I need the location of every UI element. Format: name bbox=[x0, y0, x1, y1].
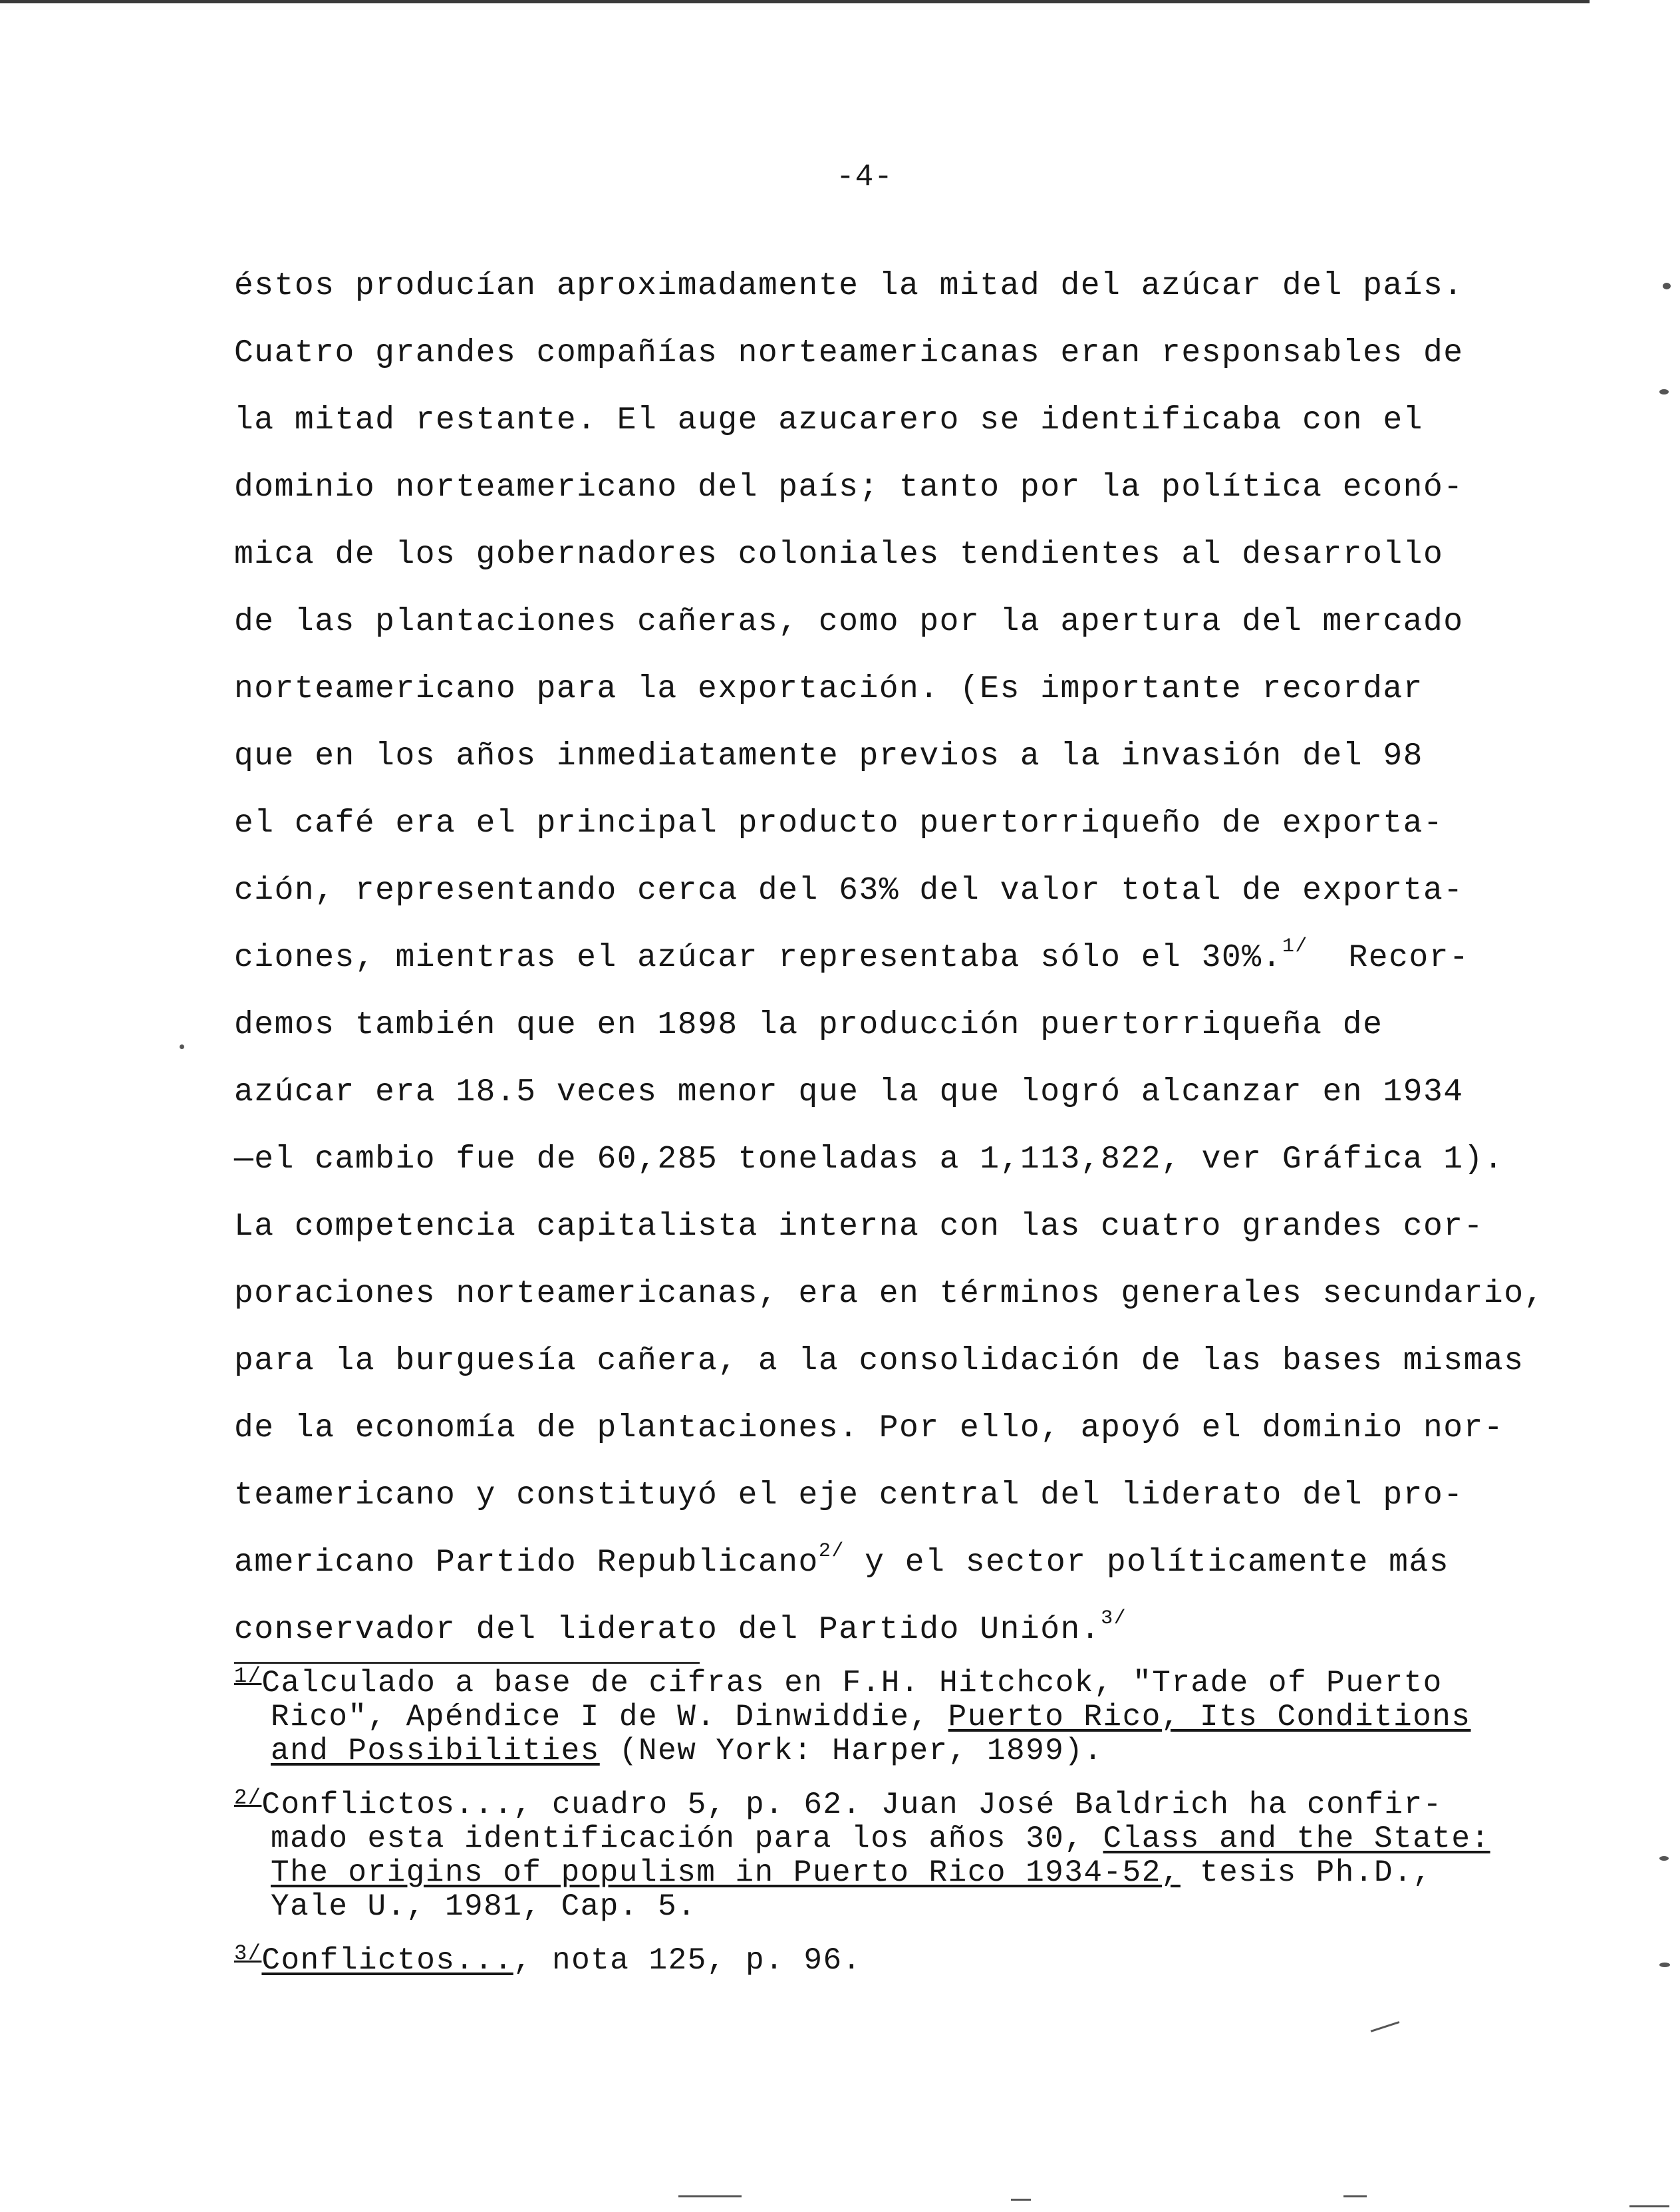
footnote-line bbox=[234, 1822, 1538, 1856]
body-line: de la economía de plantaciones. Por ello, apoyó el dominio nor- bbox=[234, 1410, 1504, 1446]
page-number: -4- bbox=[836, 160, 893, 194]
scan-speck bbox=[1659, 1963, 1670, 1967]
body-line bbox=[234, 925, 1538, 992]
top-rule bbox=[0, 0, 1590, 3]
body-line-text: Recor- bbox=[1308, 940, 1470, 976]
footnote-ref-3: 3/ bbox=[1101, 1607, 1127, 1630]
scan-mark bbox=[1011, 2199, 1031, 2201]
scan-speck bbox=[180, 1044, 184, 1049]
body-line bbox=[234, 1529, 1538, 1597]
footnote-text: , nota 125, p. 96. bbox=[513, 1943, 862, 1978]
footnote-number: 2/ bbox=[234, 1786, 262, 1810]
body-line-text: ciones, mientras el azúcar representaba sólo el 30%. bbox=[234, 940, 1282, 976]
footnote-text: Conflictos..., cuadro 5, p. 62. Juan José Baldrich ha confir- bbox=[261, 1788, 1443, 1822]
footnote-title: Class and the State: bbox=[1103, 1821, 1490, 1856]
body-line: éstos producían aproximadamente la mitad del azúcar del país. bbox=[234, 268, 1464, 304]
footnote-text: mado esta identificación para los años 30, bbox=[271, 1821, 1103, 1856]
body-line: el café era el principal producto puertorriqueño de exporta- bbox=[234, 806, 1444, 842]
body-text bbox=[234, 253, 1544, 1664]
footnote-line bbox=[234, 1788, 1538, 1822]
body-line: que en los años inmediatamente previos a la invasión del 98 bbox=[234, 738, 1423, 774]
footnote-text: (New York: Harper, 1899). bbox=[599, 1734, 1103, 1768]
footnote-separator bbox=[234, 1662, 700, 1664]
scan-mark bbox=[678, 2195, 742, 2197]
scan-speck bbox=[1659, 389, 1669, 395]
body-line bbox=[234, 1597, 1538, 1664]
scan-speck bbox=[1659, 1856, 1669, 1861]
body-line: ción, representando cerca del 63% del valor total de exporta- bbox=[234, 873, 1464, 909]
footnote-3 bbox=[234, 1941, 1538, 1978]
footnote-title: Conflictos... bbox=[261, 1943, 513, 1978]
footnote-title: The origins of populism in Puerto Rico 1934-52, bbox=[271, 1855, 1181, 1890]
body-line: La competencia capitalista interna con las cuatro grandes cor- bbox=[234, 1209, 1484, 1245]
footnote-text: Rico", Apéndice I de W. Dinwiddie, bbox=[271, 1700, 948, 1734]
footnote-title: Puerto Rico, Its Conditions bbox=[948, 1700, 1471, 1734]
footnote-line bbox=[234, 1941, 1538, 1978]
body-line: teamericano y constituyó el eje central del liderato del pro- bbox=[234, 1478, 1464, 1513]
body-line-text: y el sector políticamente más bbox=[844, 1545, 1449, 1581]
footnote-1 bbox=[234, 1666, 1538, 1768]
body-line: dominio norteamericano del país; tanto por la política econó- bbox=[234, 470, 1464, 506]
body-line: de las plantaciones cañeras, como por la apertura del mercado bbox=[234, 604, 1464, 640]
footnote-ref-1: 1/ bbox=[1282, 935, 1308, 958]
body-line-text: americano Partido Republicano bbox=[234, 1545, 819, 1581]
footnote-line bbox=[234, 1700, 1538, 1734]
footnote-number: 1/ bbox=[234, 1664, 262, 1688]
scan-mark bbox=[1629, 2205, 1669, 2207]
footnote-ref-2: 2/ bbox=[818, 1540, 845, 1563]
body-line: Cuatro grandes compañías norteamericanas eran responsables de bbox=[234, 335, 1464, 371]
scan-mark bbox=[1343, 2195, 1367, 2197]
footnote-2 bbox=[234, 1788, 1538, 1924]
footnotes bbox=[234, 1666, 1538, 1998]
body-line: la mitad restante. El auge azucarero se identificaba con el bbox=[234, 402, 1423, 438]
footnote-line bbox=[234, 1734, 1538, 1768]
body-line: mica de los gobernadores coloniales tendientes al desarrollo bbox=[234, 537, 1444, 573]
body-line: azúcar era 18.5 veces menor que la que logró alcanzar en 1934 bbox=[234, 1074, 1464, 1110]
footnote-text: Calculado a base de cifras en F.H. Hitchcok, "Trade of Puerto bbox=[261, 1666, 1443, 1700]
footnote-number: 3/ bbox=[234, 1941, 262, 1966]
footnote-line: Yale U., 1981, Cap. 5. bbox=[271, 1889, 697, 1924]
footnote-line bbox=[234, 1666, 1538, 1700]
scan-mark bbox=[1371, 2021, 1400, 2032]
footnote-title: and Possibilities bbox=[271, 1734, 600, 1768]
body-line: —el cambio fue de 60,285 toneladas a 1,113,822, ver Gráfica 1). bbox=[234, 1142, 1504, 1178]
body-line: demos también que en 1898 la producción puertorriqueña de bbox=[234, 1007, 1383, 1043]
scan-speck bbox=[1663, 283, 1671, 289]
footnote-text: tesis Ph.D., bbox=[1180, 1855, 1433, 1890]
body-line: para la burguesía cañera, a la consolidación de las bases mismas bbox=[234, 1343, 1524, 1379]
body-line: poraciones norteamericanas, era en términos generales secundario, bbox=[234, 1276, 1544, 1312]
footnote-line bbox=[234, 1856, 1538, 1890]
body-line: norteamericano para la exportación. (Es importante recordar bbox=[234, 671, 1423, 707]
body-line-text: conservador del liderato del Partido Unión. bbox=[234, 1612, 1101, 1648]
